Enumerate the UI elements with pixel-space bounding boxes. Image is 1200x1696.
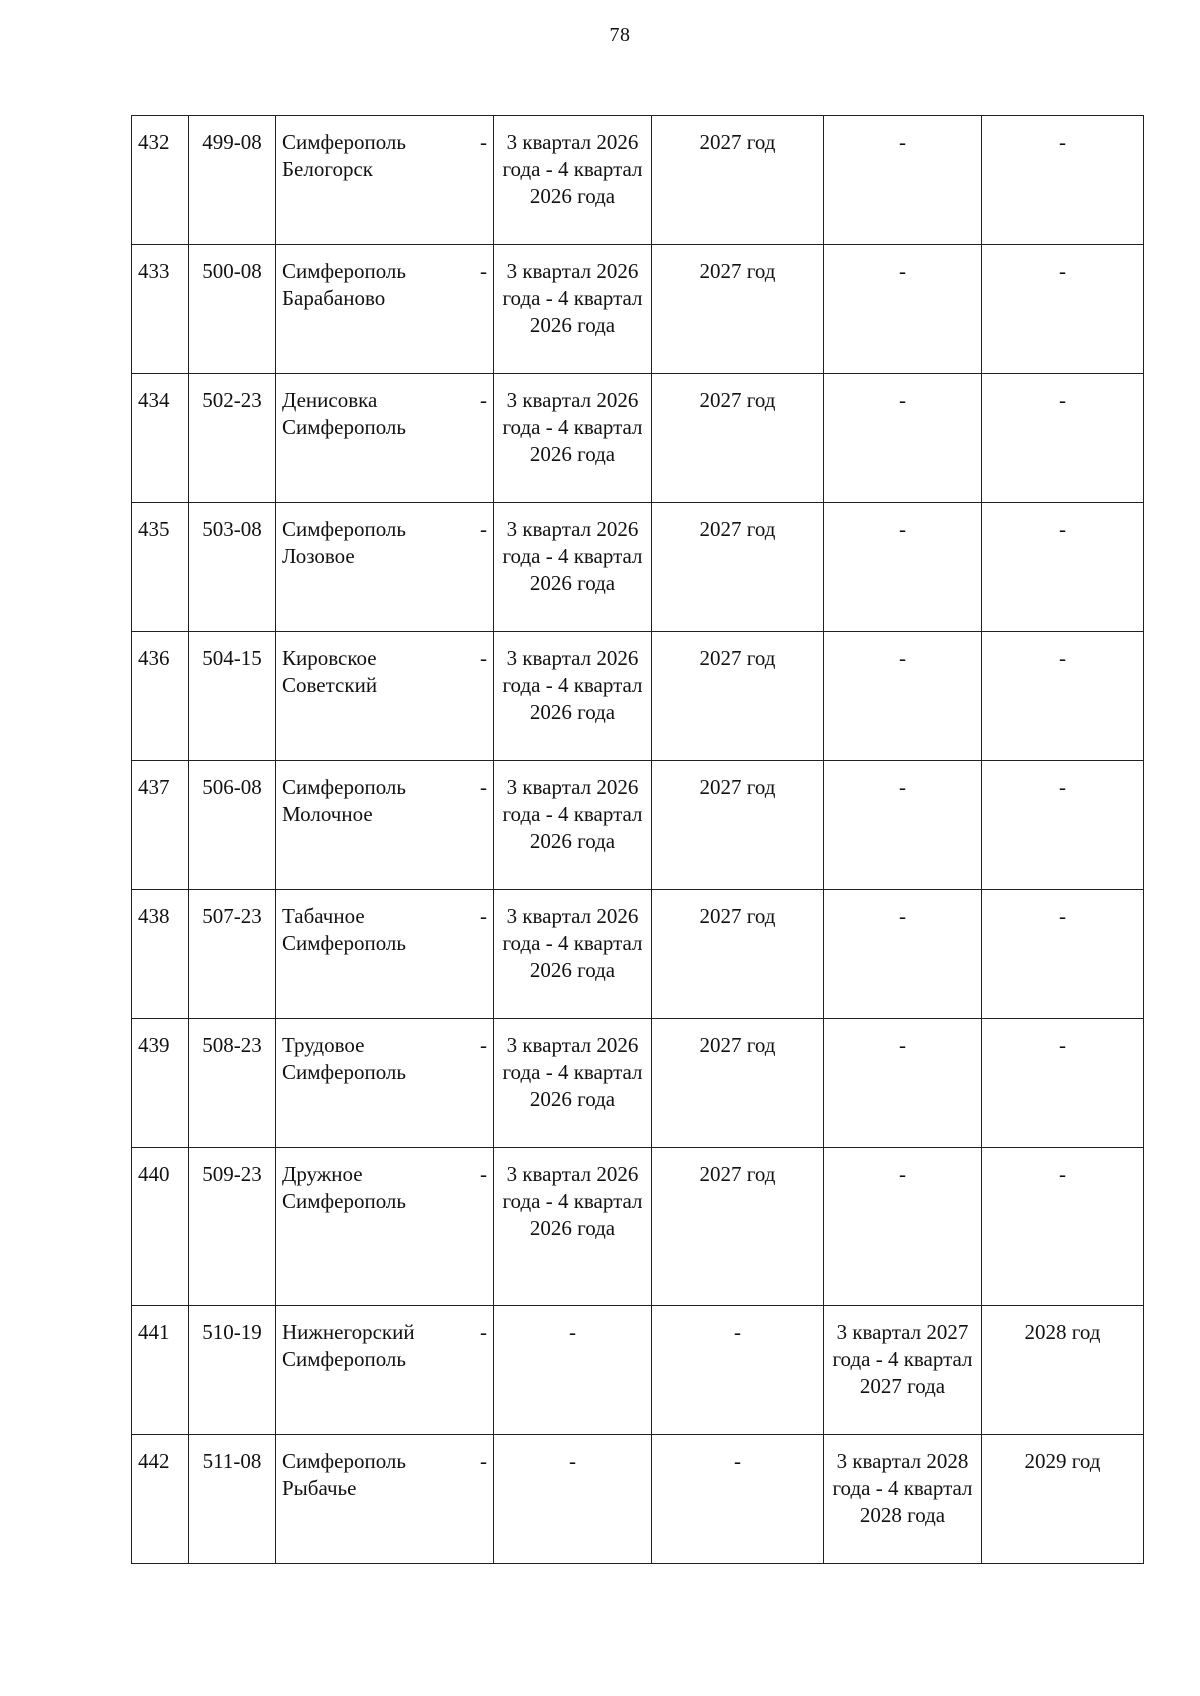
start-period-cell-1: 3 квартал 2026 года - 4 квартал 2026 года <box>494 245 652 374</box>
completion-year-cell-1: 2027 год <box>652 632 824 761</box>
completion-year-cell-2: - <box>982 890 1144 1019</box>
route-to: Рыбачье <box>282 1476 357 1500</box>
route-first-line <box>282 1161 487 1188</box>
route-name-cell <box>276 632 494 761</box>
start-period-cell-1: 3 квартал 2026 года - 4 квартал 2026 года <box>494 1148 652 1306</box>
route-code-cell: 499-08 <box>189 116 276 245</box>
start-period-cell-1: 3 квартал 2026 года - 4 квартал 2026 года <box>494 890 652 1019</box>
table-row <box>132 1148 1144 1306</box>
route-dash: - <box>480 130 487 154</box>
start-period-cell-1: 3 квартал 2026 года - 4 квартал 2026 года <box>494 761 652 890</box>
start-period-cell-1: 3 квартал 2026 года - 4 квартал 2026 года <box>494 116 652 245</box>
row-number-cell: 437 <box>132 761 189 890</box>
route-name-cell <box>276 374 494 503</box>
route-to: Симферополь <box>282 1060 406 1084</box>
route-to: Белогорск <box>282 157 373 181</box>
completion-year-cell-2: - <box>982 503 1144 632</box>
route-dash: - <box>480 388 487 412</box>
start-period-cell-1: 3 квартал 2026 года - 4 квартал 2026 года <box>494 374 652 503</box>
route-code-cell: 509-23 <box>189 1148 276 1306</box>
route-code-cell: 508-23 <box>189 1019 276 1148</box>
table-row <box>132 1306 1144 1435</box>
completion-year-cell-2: - <box>982 374 1144 503</box>
row-number-cell: 439 <box>132 1019 189 1148</box>
route-from: Симферополь <box>282 130 406 154</box>
start-period-cell-1: 3 квартал 2026 года - 4 квартал 2026 года <box>494 632 652 761</box>
start-period-cell-2: - <box>824 245 982 374</box>
route-name-cell <box>276 503 494 632</box>
start-period-cell-2: 3 квартал 2027 года - 4 квартал 2027 года <box>824 1306 982 1435</box>
start-period-cell-1: 3 квартал 2026 года - 4 квартал 2026 года <box>494 1019 652 1148</box>
route-from: Симферополь <box>282 517 406 541</box>
route-to: Симферополь <box>282 1189 406 1213</box>
row-number-cell: 438 <box>132 890 189 1019</box>
route-first-line <box>282 129 487 156</box>
route-name-cell <box>276 116 494 245</box>
start-period-cell-2: - <box>824 632 982 761</box>
route-from: Симферополь <box>282 1449 406 1473</box>
route-name-cell <box>276 245 494 374</box>
start-period-cell-1: - <box>494 1306 652 1435</box>
completion-year-cell-1: 2027 год <box>652 890 824 1019</box>
route-dash: - <box>480 646 487 670</box>
route-first-line <box>282 1032 487 1059</box>
route-dash: - <box>480 1449 487 1473</box>
row-number-cell: 432 <box>132 116 189 245</box>
route-dash: - <box>480 1162 487 1186</box>
completion-year-cell-1: 2027 год <box>652 761 824 890</box>
row-number-cell: 441 <box>132 1306 189 1435</box>
route-dash: - <box>480 1033 487 1057</box>
start-period-cell-2: - <box>824 1148 982 1306</box>
route-from: Табачное <box>282 904 365 928</box>
start-period-cell-2: - <box>824 761 982 890</box>
table-row <box>132 1435 1144 1564</box>
completion-year-cell-1: 2027 год <box>652 374 824 503</box>
completion-year-cell-1: - <box>652 1306 824 1435</box>
table-row <box>132 1019 1144 1148</box>
route-from: Симферополь <box>282 775 406 799</box>
route-code-cell: 507-23 <box>189 890 276 1019</box>
completion-year-cell-2: - <box>982 116 1144 245</box>
route-schedule-table <box>131 115 1144 1564</box>
route-first-line <box>282 1448 487 1475</box>
table-row <box>132 374 1144 503</box>
completion-year-cell-1: 2027 год <box>652 503 824 632</box>
route-code-cell: 503-08 <box>189 503 276 632</box>
completion-year-cell-1: - <box>652 1435 824 1564</box>
table-row <box>132 632 1144 761</box>
route-from: Денисовка <box>282 388 378 412</box>
route-name-cell <box>276 1306 494 1435</box>
route-code-cell: 500-08 <box>189 245 276 374</box>
completion-year-cell-1: 2027 год <box>652 1148 824 1306</box>
route-to: Молочное <box>282 802 373 826</box>
route-to: Советский <box>282 673 378 697</box>
completion-year-cell-2: - <box>982 245 1144 374</box>
row-number-cell: 433 <box>132 245 189 374</box>
route-code-cell: 511-08 <box>189 1435 276 1564</box>
route-to: Симферополь <box>282 415 406 439</box>
route-to: Лозовое <box>282 544 355 568</box>
completion-year-cell-2: 2029 год <box>982 1435 1144 1564</box>
route-code-cell: 504-15 <box>189 632 276 761</box>
route-dash: - <box>480 904 487 928</box>
table-row <box>132 503 1144 632</box>
route-name-cell <box>276 761 494 890</box>
route-first-line <box>282 903 487 930</box>
start-period-cell-1: 3 квартал 2026 года - 4 квартал 2026 года <box>494 503 652 632</box>
completion-year-cell-2: - <box>982 632 1144 761</box>
table-row <box>132 890 1144 1019</box>
completion-year-cell-2: 2028 год <box>982 1306 1144 1435</box>
route-first-line <box>282 516 487 543</box>
route-to: Симферополь <box>282 931 406 955</box>
completion-year-cell-2: - <box>982 1019 1144 1148</box>
route-from: Кировское <box>282 646 377 670</box>
route-dash: - <box>480 775 487 799</box>
row-number-cell: 436 <box>132 632 189 761</box>
page-number: 78 <box>609 24 631 46</box>
start-period-cell-2: 3 квартал 2028 года - 4 квартал 2028 года <box>824 1435 982 1564</box>
start-period-cell-2: - <box>824 374 982 503</box>
route-name-cell <box>276 1019 494 1148</box>
completion-year-cell-2: - <box>982 761 1144 890</box>
route-first-line <box>282 258 487 285</box>
start-period-cell-1: - <box>494 1435 652 1564</box>
row-number-cell: 435 <box>132 503 189 632</box>
route-code-cell: 510-19 <box>189 1306 276 1435</box>
route-from: Симферополь <box>282 259 406 283</box>
row-number-cell: 442 <box>132 1435 189 1564</box>
route-from: Нижнегорский <box>282 1320 415 1344</box>
start-period-cell-2: - <box>824 890 982 1019</box>
completion-year-cell-1: 2027 год <box>652 1019 824 1148</box>
route-first-line <box>282 774 487 801</box>
completion-year-cell-1: 2027 год <box>652 116 824 245</box>
route-first-line <box>282 387 487 414</box>
route-dash: - <box>480 259 487 283</box>
route-to: Барабаново <box>282 286 386 310</box>
route-from: Трудовое <box>282 1033 365 1057</box>
start-period-cell-2: - <box>824 116 982 245</box>
route-dash: - <box>480 517 487 541</box>
route-name-cell <box>276 1148 494 1306</box>
route-from: Дружное <box>282 1162 363 1186</box>
route-name-cell <box>276 1435 494 1564</box>
table-row <box>132 245 1144 374</box>
start-period-cell-2: - <box>824 503 982 632</box>
row-number-cell: 440 <box>132 1148 189 1306</box>
completion-year-cell-1: 2027 год <box>652 245 824 374</box>
table-body <box>132 116 1144 1564</box>
route-dash: - <box>480 1320 487 1344</box>
row-number-cell: 434 <box>132 374 189 503</box>
route-name-cell <box>276 890 494 1019</box>
route-first-line <box>282 645 487 672</box>
table-row <box>132 116 1144 245</box>
route-first-line <box>282 1319 487 1346</box>
route-code-cell: 506-08 <box>189 761 276 890</box>
route-to: Симферополь <box>282 1347 406 1371</box>
route-code-cell: 502-23 <box>189 374 276 503</box>
start-period-cell-2: - <box>824 1019 982 1148</box>
completion-year-cell-2: - <box>982 1148 1144 1306</box>
table-row <box>132 761 1144 890</box>
